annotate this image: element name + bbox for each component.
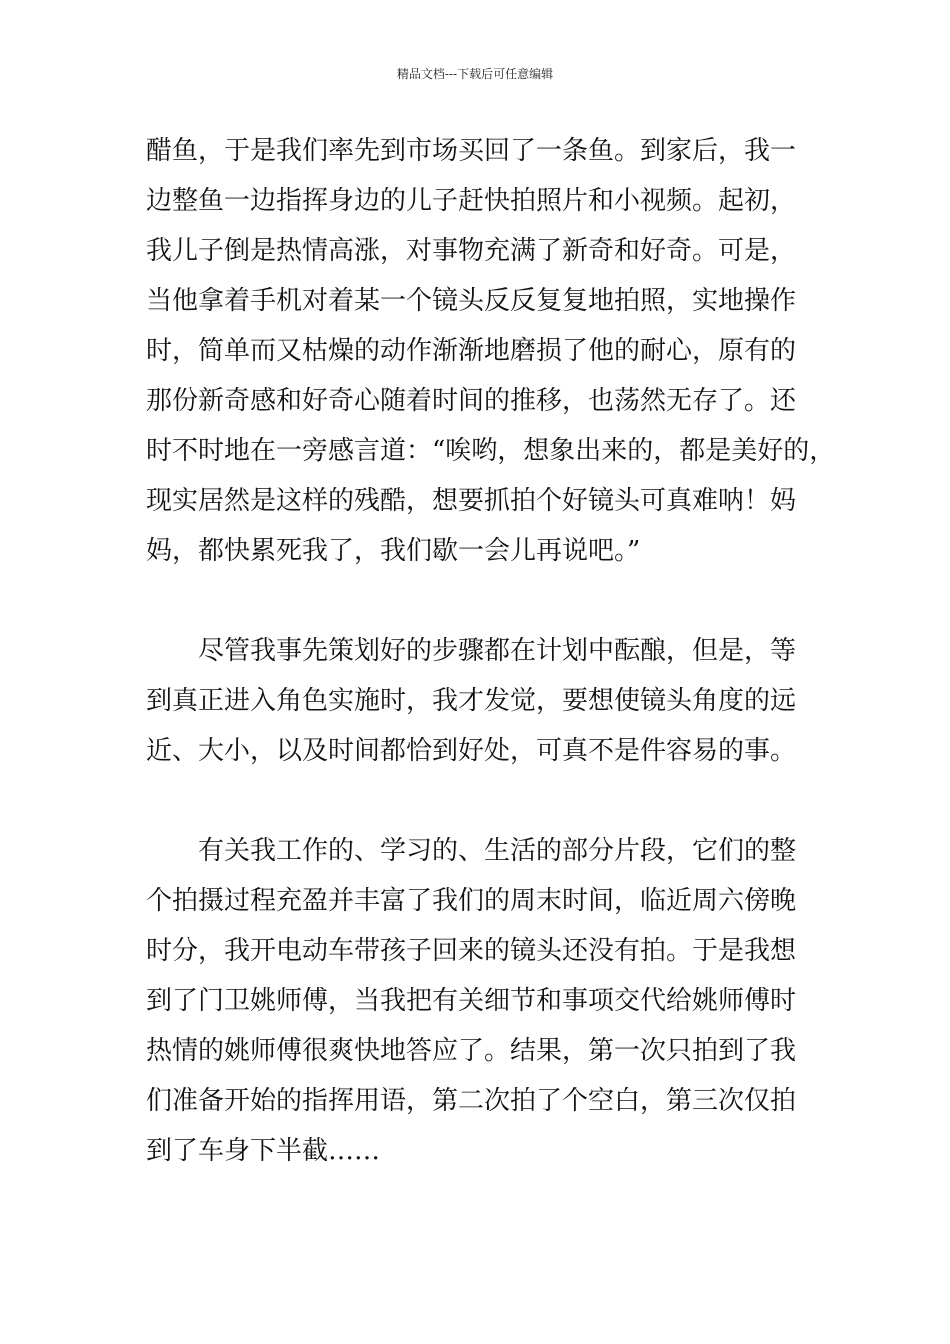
text-line: 热情的姚师傅很爽快地答应了。结果，第一次只拍到了我 [146,1036,797,1066]
text-line: 时分，我开电动车带孩子回来的镜头还没有拍。于是我想 [146,936,797,966]
text-line: 我儿子倒是热情高涨，对事物充满了新奇和好奇。可是， [146,236,797,266]
text-line: 醋鱼，于是我们率先到市场买回了一条鱼。到家后，我一 [146,136,797,166]
text-line: 到了车身下半截…… [146,1136,381,1166]
text-line: 时，简单而又枯燥的动作渐渐地磨损了他的耐心，原有的 [146,336,797,366]
document-body [146,126,836,1176]
text-line: 现实居然是这样的残酷，想要抓拍个好镜头可真难呐！妈 [146,486,797,516]
text-line: 近、大小，以及时间都恰到好处，可真不是件容易的事。 [146,736,797,766]
text-line: 个拍摄过程充盈并丰富了我们的周末时间，临近周六傍晚 [146,886,797,916]
paragraph-3 [146,826,816,1176]
paragraph-spacer [146,776,816,826]
text-line: 边整鱼一边指挥身边的儿子赶快拍照片和小视频。起初， [146,186,797,216]
page-header: 精品文档---下载后可任意编辑 [396,67,554,81]
text-line: 那份新奇感和好奇心随着时间的推移，也荡然无存了。还 [146,386,797,416]
text-line: 妈，都快累死我了，我们歇一会儿再说吧。” [146,536,641,566]
text-line: 们准备开始的指挥用语，第二次拍了个空白，第三次仅拍 [146,1086,797,1116]
text-line: 当他拿着手机对着某一个镜头反反复复地拍照，实地操作 [146,286,797,316]
text-line: 有关我工作的、学习的、生活的部分片段，它们的整 [146,836,797,866]
paragraph-1 [146,126,836,576]
text-line: 到了门卫姚师傅，当我把有关细节和事项交代给姚师傅时 [146,986,797,1016]
text-line: 时不时地在一旁感言道：“唉哟，想象出来的，都是美好的， [146,436,836,466]
text-line: 到真正进入角色实施时，我才发觉，要想使镜头角度的远 [146,686,797,716]
text-line: 尽管我事先策划好的步骤都在计划中酝酿，但是，等 [146,636,797,666]
paragraph-spacer [146,576,816,626]
paragraph-2 [146,626,816,776]
